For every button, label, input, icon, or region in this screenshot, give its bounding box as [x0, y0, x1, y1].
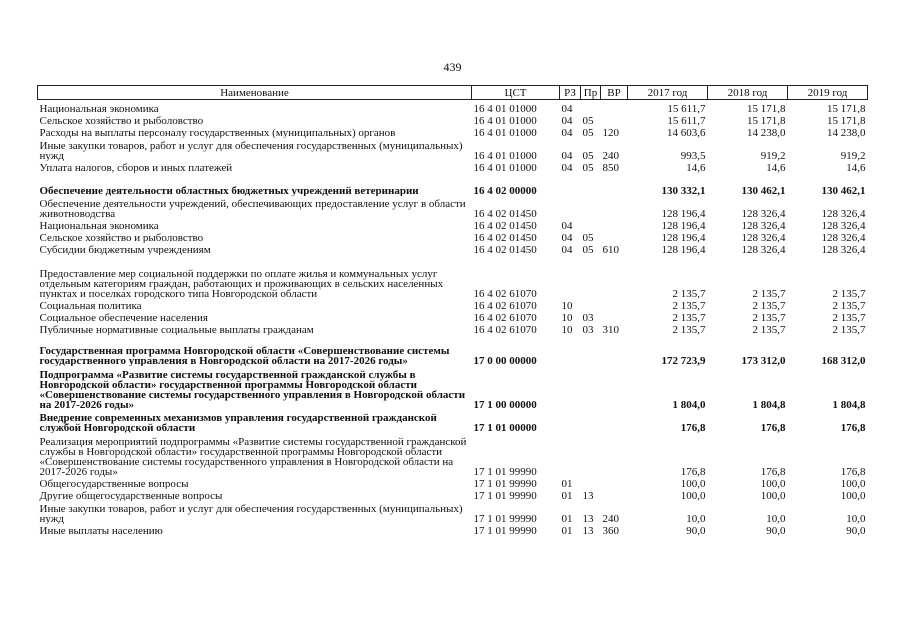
cell-y2019: 1 804,8: [832, 399, 866, 410]
cell-y2018: 15 171,8: [747, 115, 786, 126]
cell-pr: [581, 219, 601, 231]
cell-y2019: 130 462,1: [821, 185, 866, 196]
cell-y2018: 128 326,4: [741, 232, 786, 243]
cell-vr: [601, 477, 628, 489]
cell-vr: [601, 255, 628, 299]
cell-y2019: 15 171,8: [827, 115, 866, 126]
cell-name: Внедрение современных механизмов управления государственной гражданской службой Новгородской области: [39, 412, 437, 433]
table-row: [38, 219, 868, 231]
cell-cst: 16 4 01 01000: [473, 115, 537, 126]
table-row: [38, 243, 868, 255]
cell-vr: [601, 335, 628, 366]
cell-pr: 05: [582, 127, 594, 138]
cell-cst: 17 1 01 99990: [473, 466, 537, 477]
table-row: [38, 335, 868, 366]
cell-rz: 04: [561, 244, 573, 255]
cell-name: Обеспечение деятельности учреждений, обеспечивающих предоставление услуг в области животноводства: [39, 198, 466, 219]
cell-y2019: 919,2: [840, 150, 866, 161]
cell-name: Национальная экономика: [39, 103, 159, 114]
header-pr: Пр: [581, 86, 601, 100]
cell-rz: [560, 196, 581, 219]
cell-y2017: 128 196,4: [661, 244, 706, 255]
table-row: [38, 323, 868, 335]
cell-vr: [601, 196, 628, 219]
cell-cst: 16 4 02 01450: [473, 208, 537, 219]
cell-name: Публичные нормативные социальные выплаты гражданам: [39, 324, 314, 335]
cell-y2019: 14 238,0: [827, 127, 866, 138]
cell-rz: [560, 335, 581, 366]
cell-y2019: 15 171,8: [827, 103, 866, 114]
cell-y2017: 1 804,0: [672, 399, 706, 410]
cell-y2019: 128 326,4: [821, 208, 866, 219]
table-row: [38, 501, 868, 524]
cell-pr: [581, 100, 601, 115]
cell-cst: 16 4 01 01000: [473, 150, 537, 161]
cell-cst: 16 4 01 01000: [473, 103, 537, 114]
cell-pr: 03: [582, 324, 594, 335]
cell-name: Государственная программа Новгородской области «Совершенствование системы государственного управления в Новгородской области на 2017-2026 годы»: [39, 345, 450, 366]
table-body: [38, 100, 868, 537]
cell-cst: 16 4 02 61070: [473, 312, 537, 323]
cell-y2018: 100,0: [760, 490, 786, 501]
cell-vr: 240: [602, 150, 619, 161]
cell-vr: 850: [602, 162, 619, 173]
cell-y2018: 176,8: [760, 466, 786, 477]
cell-vr: [601, 299, 628, 311]
table-row: [38, 231, 868, 243]
cell-rz: 04: [561, 127, 573, 138]
cell-y2019: 90,0: [846, 525, 866, 536]
header-2018: 2018 год: [708, 86, 788, 100]
table-row: [38, 489, 868, 501]
cell-y2019: 2 135,7: [832, 288, 866, 299]
cell-vr: 240: [602, 513, 619, 524]
table-row: [38, 100, 868, 115]
cell-rz: 10: [561, 324, 573, 335]
cell-name: Реализация мероприятий подпрограммы «Развитие системы государственной гражданской службы в Новгородской области» государственной программы Новгородской области «Совершенствование системы государственного управления в Новгородской области на 2017-2026 годы»: [39, 436, 467, 477]
cell-rz: 04: [561, 232, 573, 243]
cell-y2017: 14,6: [686, 162, 706, 173]
cell-y2019: 176,8: [840, 466, 866, 477]
cell-vr: [601, 231, 628, 243]
cell-y2017: 15 611,7: [667, 115, 706, 126]
table-row: [38, 433, 868, 477]
cell-pr: [581, 335, 601, 366]
cell-vr: [601, 433, 628, 477]
cell-vr: [601, 366, 628, 410]
cell-vr: [601, 410, 628, 433]
cell-cst: 17 1 01 99990: [473, 478, 537, 489]
cell-name: Социальное обеспечение населения: [39, 312, 208, 323]
cell-pr: [581, 477, 601, 489]
cell-y2017: 130 332,1: [661, 185, 706, 196]
budget-table: [37, 85, 868, 536]
cell-name: Иные выплаты населению: [39, 525, 163, 536]
cell-pr: 05: [582, 115, 594, 126]
cell-name: Уплата налогов, сборов и иных платежей: [39, 162, 233, 173]
cell-cst: 16 4 02 01450: [473, 232, 537, 243]
cell-pr: [581, 299, 601, 311]
cell-y2018: 90,0: [766, 525, 786, 536]
cell-rz: [560, 366, 581, 410]
cell-pr: 05: [582, 232, 594, 243]
header-name: Наименование: [38, 86, 472, 100]
cell-y2018: 10,0: [766, 513, 786, 524]
table-row: [38, 138, 868, 161]
cell-pr: 13: [582, 490, 594, 501]
cell-name: Расходы на выплаты персоналу государственных (муниципальных) органов: [39, 127, 396, 138]
cell-y2017: 2 135,7: [672, 324, 706, 335]
cell-vr: [601, 311, 628, 323]
cell-y2017: 90,0: [686, 525, 706, 536]
cell-y2018: 100,0: [760, 478, 786, 489]
cell-y2018: 176,8: [760, 422, 786, 433]
cell-y2018: 14 238,0: [747, 127, 786, 138]
cell-rz: 04: [561, 115, 573, 126]
cell-y2018: 15 171,8: [747, 103, 786, 114]
cell-vr: 610: [602, 244, 619, 255]
cell-cst: 17 1 00 00000: [473, 399, 537, 410]
cell-rz: [560, 255, 581, 299]
table-row: [38, 311, 868, 323]
cell-y2017: 176,8: [680, 466, 706, 477]
cell-vr: [601, 489, 628, 501]
cell-y2019: 100,0: [840, 490, 866, 501]
table-row: [38, 161, 868, 173]
cell-cst: 16 4 02 01450: [473, 220, 537, 231]
header-rz: РЗ: [560, 86, 581, 100]
table-row: [38, 126, 868, 138]
cell-pr: 03: [582, 312, 594, 323]
cell-y2019: 2 135,7: [832, 324, 866, 335]
cell-name: Социальная политика: [39, 300, 142, 311]
cell-y2019: 100,0: [840, 478, 866, 489]
cell-vr: 310: [602, 324, 619, 335]
cell-y2019: 128 326,4: [821, 244, 866, 255]
cell-y2019: 168 312,0: [821, 355, 866, 366]
cell-y2017: 128 196,4: [661, 232, 706, 243]
cell-vr: [601, 114, 628, 126]
cell-y2017: 2 135,7: [672, 300, 706, 311]
cell-cst: 16 4 02 61070: [473, 324, 537, 335]
table-row: [38, 255, 868, 299]
cell-cst: 16 4 02 61070: [473, 288, 537, 299]
table-row: [38, 299, 868, 311]
cell-rz: [560, 433, 581, 477]
cell-cst: 17 1 01 99990: [473, 525, 537, 536]
cell-pr: 13: [582, 513, 594, 524]
header-2017: 2017 год: [628, 86, 708, 100]
cell-y2017: 14 603,6: [667, 127, 706, 138]
cell-rz: 04: [561, 103, 573, 114]
header-cst: ЦСТ: [472, 86, 560, 100]
cell-rz: 04: [561, 150, 573, 161]
cell-y2018: 2 135,7: [752, 324, 786, 335]
cell-vr: [601, 100, 628, 115]
cell-vr: [601, 219, 628, 231]
cell-y2017: 15 611,7: [667, 103, 706, 114]
cell-y2017: 128 196,4: [661, 220, 706, 231]
cell-rz: [560, 410, 581, 433]
cell-name: Обеспечение деятельности областных бюджетных учреждений ветеринарии: [39, 185, 419, 196]
cell-y2018: 2 135,7: [752, 288, 786, 299]
cell-pr: [581, 255, 601, 299]
cell-y2019: 128 326,4: [821, 232, 866, 243]
cell-cst: 16 4 02 01450: [473, 244, 537, 255]
cell-pr: 05: [582, 150, 594, 161]
cell-vr: [601, 173, 628, 196]
cell-name: Иные закупки товаров, работ и услуг для обеспечения государственных (муниципальных) нужд: [39, 503, 463, 524]
cell-y2017: 2 135,7: [672, 312, 706, 323]
cell-y2019: 2 135,7: [832, 300, 866, 311]
table-header-row: [38, 86, 868, 100]
cell-y2019: 176,8: [840, 422, 866, 433]
table-row: [38, 173, 868, 196]
cell-rz: 01: [561, 490, 573, 501]
cell-pr: [581, 410, 601, 433]
cell-rz: 10: [561, 312, 573, 323]
cell-rz: 04: [561, 162, 573, 173]
cell-pr: [581, 173, 601, 196]
cell-cst: 17 1 01 99990: [473, 490, 537, 501]
cell-cst: 16 4 02 61070: [473, 300, 537, 311]
cell-y2017: 100,0: [680, 490, 706, 501]
cell-y2018: 128 326,4: [741, 208, 786, 219]
page-number: 439: [443, 60, 462, 74]
cell-cst: 17 1 01 99990: [473, 513, 537, 524]
header-vr: ВР: [601, 86, 628, 100]
cell-name: Субсидии бюджетным учреждениям: [39, 244, 211, 255]
table-row: [38, 114, 868, 126]
cell-rz: 01: [561, 525, 573, 536]
cell-y2018: 14,6: [766, 162, 786, 173]
cell-name: Общегосударственные вопросы: [39, 478, 189, 489]
cell-vr: 120: [602, 127, 619, 138]
cell-y2019: 10,0: [846, 513, 866, 524]
cell-name: Предоставление мер социальной поддержки по оплате жилья и коммунальных услуг отдельным категориям граждан, работающих и проживающих в сельских населенных пунктах и поселках городского типа Новгородской области: [39, 268, 444, 299]
table-row: [38, 477, 868, 489]
cell-pr: [581, 366, 601, 410]
cell-y2019: 2 135,7: [832, 312, 866, 323]
cell-pr: [581, 433, 601, 477]
cell-rz: 01: [561, 513, 573, 524]
cell-y2017: 100,0: [680, 478, 706, 489]
cell-name: Сельское хозяйство и рыболовство: [39, 115, 204, 126]
cell-rz: 10: [561, 300, 573, 311]
cell-name: Сельское хозяйство и рыболовство: [39, 232, 204, 243]
table-row: [38, 196, 868, 219]
cell-y2018: 173 312,0: [741, 355, 786, 366]
cell-y2018: 2 135,7: [752, 300, 786, 311]
cell-name: Подпрограмма «Развитие системы государственной гражданской службы в Новгородской области» государственной программы Новгородской области «Совершенствование системы государственного управления в Новгородской области на 2017-2026 годы»: [39, 369, 466, 410]
cell-y2018: 128 326,4: [741, 220, 786, 231]
header-2019: 2019 год: [788, 86, 868, 100]
cell-y2018: 130 462,1: [741, 185, 786, 196]
cell-y2017: 2 135,7: [672, 288, 706, 299]
table-row: [38, 524, 868, 536]
cell-y2017: 176,8: [680, 422, 706, 433]
cell-cst: 17 1 01 00000: [473, 422, 537, 433]
cell-name: Национальная экономика: [39, 220, 159, 231]
cell-y2018: 919,2: [760, 150, 786, 161]
cell-cst: 16 4 02 00000: [473, 185, 537, 196]
cell-pr: [581, 196, 601, 219]
cell-cst: 17 0 00 00000: [473, 355, 537, 366]
cell-y2018: 1 804,8: [752, 399, 786, 410]
cell-rz: [560, 173, 581, 196]
cell-vr: 360: [602, 525, 619, 536]
cell-y2017: 128 196,4: [661, 208, 706, 219]
cell-y2019: 14,6: [846, 162, 866, 173]
cell-y2017: 172 723,9: [661, 355, 706, 366]
cell-y2018: 2 135,7: [752, 312, 786, 323]
table-row: [38, 410, 868, 433]
cell-rz: 04: [561, 220, 573, 231]
cell-y2017: 10,0: [686, 513, 706, 524]
cell-y2018: 128 326,4: [741, 244, 786, 255]
table-row: [38, 366, 868, 410]
cell-y2019: 128 326,4: [821, 220, 866, 231]
cell-rz: 01: [561, 478, 573, 489]
cell-pr: 13: [582, 525, 594, 536]
cell-pr: 05: [582, 244, 594, 255]
cell-pr: 05: [582, 162, 594, 173]
cell-name: Иные закупки товаров, работ и услуг для обеспечения государственных (муниципальных) нужд: [39, 140, 463, 161]
cell-cst: 16 4 01 01000: [473, 127, 537, 138]
cell-name: Другие общегосударственные вопросы: [39, 490, 223, 501]
cell-cst: 16 4 01 01000: [473, 162, 537, 173]
cell-y2017: 993,5: [680, 150, 706, 161]
